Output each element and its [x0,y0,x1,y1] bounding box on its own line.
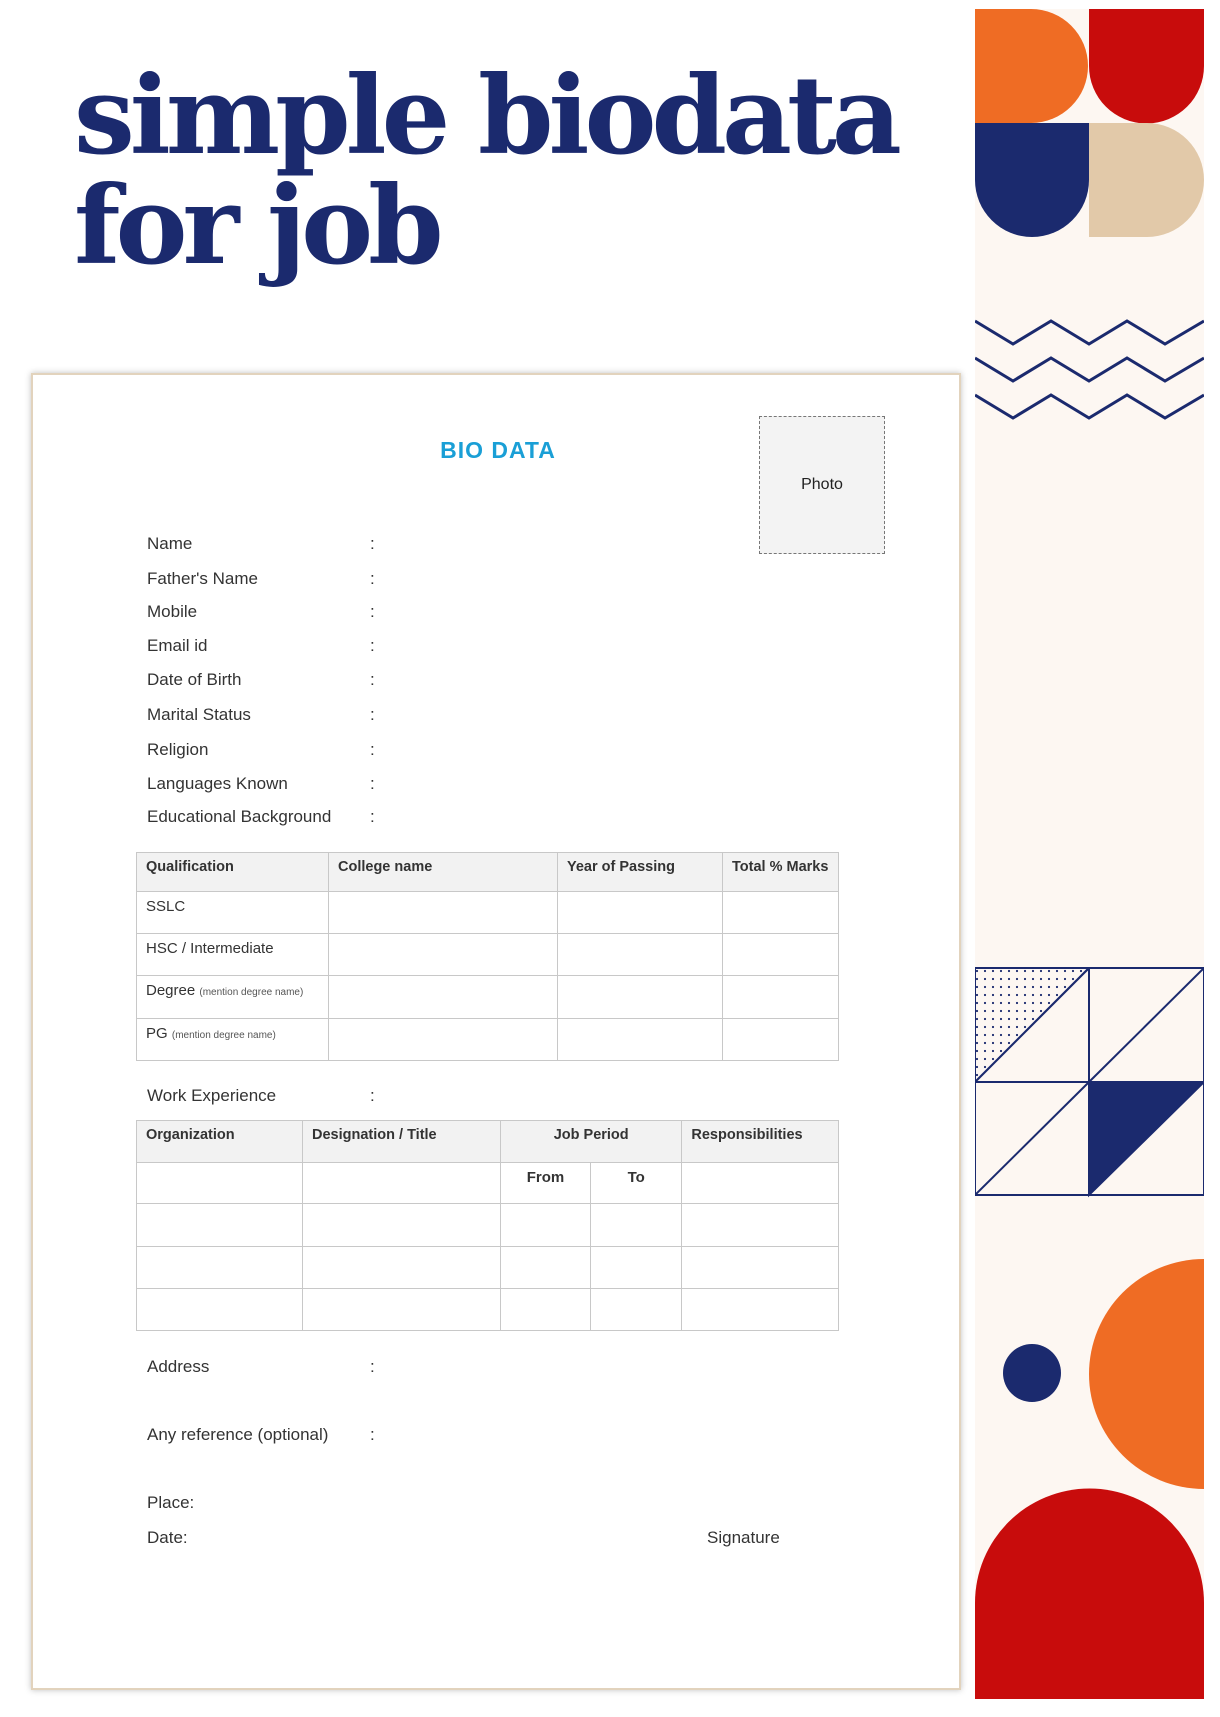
colon: : [370,670,375,689]
cell[interactable] [137,1204,303,1247]
colon: : [370,1086,375,1105]
cell[interactable] [137,1247,303,1289]
education-table [136,852,839,1061]
signature-label: Signature [707,1528,780,1547]
field-marital-status-label: Marital Status [147,705,251,724]
header-qualification: Qualification [137,853,329,892]
field-religion-label: Religion [147,740,209,759]
field-languages-label: Languages Known [147,774,288,793]
colon: : [370,1357,375,1376]
table-row [137,1247,839,1289]
colon: : [370,705,375,724]
work-experience-label: Work Experience [147,1086,277,1105]
cell[interactable] [723,934,839,976]
cell[interactable] [682,1289,839,1331]
cell[interactable] [591,1204,682,1247]
cell[interactable] [558,976,723,1019]
date-label: Date: [147,1528,188,1547]
colon: : [370,636,375,655]
cell[interactable] [682,1204,839,1247]
colon: : [370,774,375,793]
cell[interactable] [303,1247,501,1289]
header-year: Year of Passing [558,853,723,892]
page-title-line2: for job [74,163,439,289]
qualification-degree: Degree (mention degree name) [137,976,329,1019]
colon: : [370,740,375,759]
cell[interactable] [501,1204,591,1247]
cell[interactable] [501,1289,591,1331]
place-label: Place: [147,1493,195,1512]
field-mobile-label: Mobile [147,602,198,621]
qualification-hsc: HSC / Intermediate [137,934,329,976]
cell[interactable] [591,1289,682,1331]
cell[interactable] [329,976,558,1019]
cell[interactable] [329,934,558,976]
field-dob-label: Date of Birth [147,670,242,689]
cell[interactable] [329,892,558,934]
field-email-label: Email id [147,636,208,655]
table-row [137,1289,839,1331]
subheader-from: From [501,1163,591,1204]
reference-label: Any reference (optional) [147,1425,329,1444]
header-college: College name [329,853,558,892]
colon: : [370,602,375,621]
cell[interactable] [303,1163,501,1204]
cell[interactable] [558,1019,723,1061]
qualification-pg: PG (mention degree name) [137,1019,329,1061]
cell[interactable] [591,1247,682,1289]
cell[interactable] [329,1019,558,1061]
cell[interactable] [501,1247,591,1289]
field-name-label: Name [147,534,193,553]
cell[interactable] [682,1247,839,1289]
cell[interactable] [303,1204,501,1247]
work-experience-table [136,1120,839,1331]
colon: : [370,1425,375,1444]
header-designation: Designation / Title [303,1121,501,1163]
table-row [137,1204,839,1247]
header-job-period: Job Period [501,1121,682,1163]
colon: : [370,534,375,553]
header-organization: Organization [137,1121,303,1163]
page-title-line1: simple biodata [74,53,897,179]
field-education-label: Educational Background [147,807,332,826]
header-marks: Total % Marks [723,853,839,892]
qualification-sslc: SSLC [137,892,329,934]
cell[interactable] [558,892,723,934]
table-row [137,976,839,1019]
cell[interactable] [137,1289,303,1331]
header-responsibilities: Responsibilities [682,1121,839,1163]
cell[interactable] [137,1163,303,1204]
table-row [137,1163,839,1204]
decorative-panel [975,9,1204,1699]
cell[interactable] [723,976,839,1019]
photo-placeholder[interactable] [759,416,885,554]
colon: : [370,569,375,588]
address-label: Address [147,1357,210,1376]
biodata-document [31,373,961,1690]
colon: : [370,807,375,826]
photo-label: Photo [801,476,843,493]
document-heading: BIO DATA [440,437,556,463]
subheader-to: To [591,1163,682,1204]
cell[interactable] [723,1019,839,1061]
field-father-name-label: Father's Name [147,569,258,588]
geometric-shapes-icon [975,9,1204,1699]
table-row [137,892,839,934]
cell[interactable] [682,1163,839,1204]
cell[interactable] [723,892,839,934]
table-row [137,1019,839,1061]
cell[interactable] [303,1289,501,1331]
table-row [137,934,839,976]
cell[interactable] [558,934,723,976]
